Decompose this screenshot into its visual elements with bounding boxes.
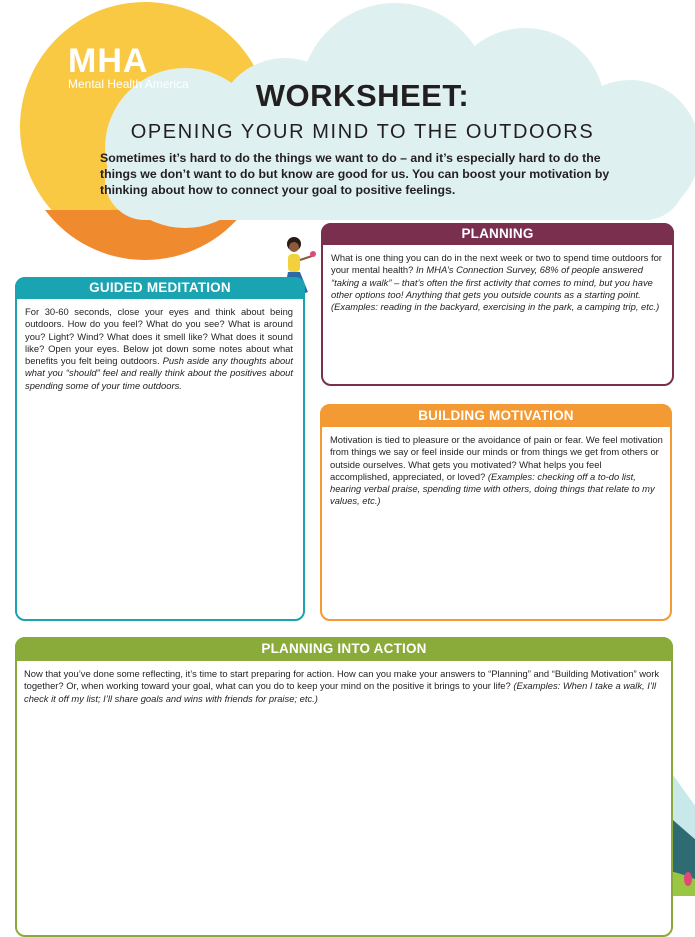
- planning-text: [331, 252, 666, 313]
- planning-into-action-prompt: Now that you’ve done some reflecting, it’s time to start preparing for action. How can you make your answers to “Planning” and “Building Motivation” work together? Or, when working toward your goal, what can you do to keep your mind on the positive it brings to your life?: [24, 668, 660, 692]
- guided-meditation-prompt: For 30-60 seconds, close your eyes and think about being outdoors. How do you feel? What do you see? What is around you? Light? Wind? What does it smell like? What does it sound like? Open your eyes. Below jot down some notes about what benefits you felt being outdoors.: [25, 306, 293, 367]
- guided-meditation-heading: GUIDED MEDITATION: [15, 277, 305, 299]
- building-motivation-prompt: Motivation is tied to pleasure or the avoidance of pain or fear. We feel motivation from things we say or feel inside our minds or from things we get from others or outside ourselves. What gets you motivated? What helps you feel accomplished, appreciated, or loved?: [330, 434, 663, 482]
- planning-heading: PLANNING: [321, 223, 674, 245]
- page-title: WORKSHEET:: [255, 78, 470, 113]
- logo-mark: MHA: [68, 42, 149, 80]
- intro-paragraph: Sometimes it’s hard to do the things we want to do – and it’s especially hard to do the things we don’t want to do but know are good for us. You can boost your motivation by thinking about how to connect your goal to positive feelings.: [100, 151, 610, 197]
- guided-meditation-note: Push aside any thoughts about what you “should” feel and really think about the positives about spending some of your time outdoors.: [25, 355, 293, 391]
- building-motivation-heading: BUILDING MOTIVATION: [320, 404, 672, 427]
- building-motivation-examples: (Examples: checking off a to-do list, hearing verbal praise, spending time with others, doing things that relate to my values, etc.): [330, 470, 655, 507]
- page-subtitle: OPENING YOUR MIND TO THE OUTDOORS: [130, 121, 595, 143]
- planning-prompt: What is one thing you can do in the next week or two to spend time outdoors for your mental health?: [331, 252, 662, 276]
- logo-subtitle: Mental Health America: [68, 77, 189, 91]
- guided-meditation-text: [25, 306, 293, 392]
- planning-examples: In MHA’s Connection Survey, 68% of people answered “taking a walk” – that’s often the first activity that comes to mind, but you have other options too! Anything that gets you outside counts as a starting point. (Examples: reading in the backyard, exercising in the park, a camping trip, etc.): [331, 264, 660, 313]
- planning-into-action-examples: (Examples: When I take a walk, I’ll check it off my list; I’ll share goals and wins with friends for praise; etc.): [24, 680, 657, 704]
- building-motivation-text: [330, 434, 664, 508]
- planning-into-action-heading: PLANNING INTO ACTION: [15, 637, 673, 661]
- planning-into-action-text: [24, 668, 664, 705]
